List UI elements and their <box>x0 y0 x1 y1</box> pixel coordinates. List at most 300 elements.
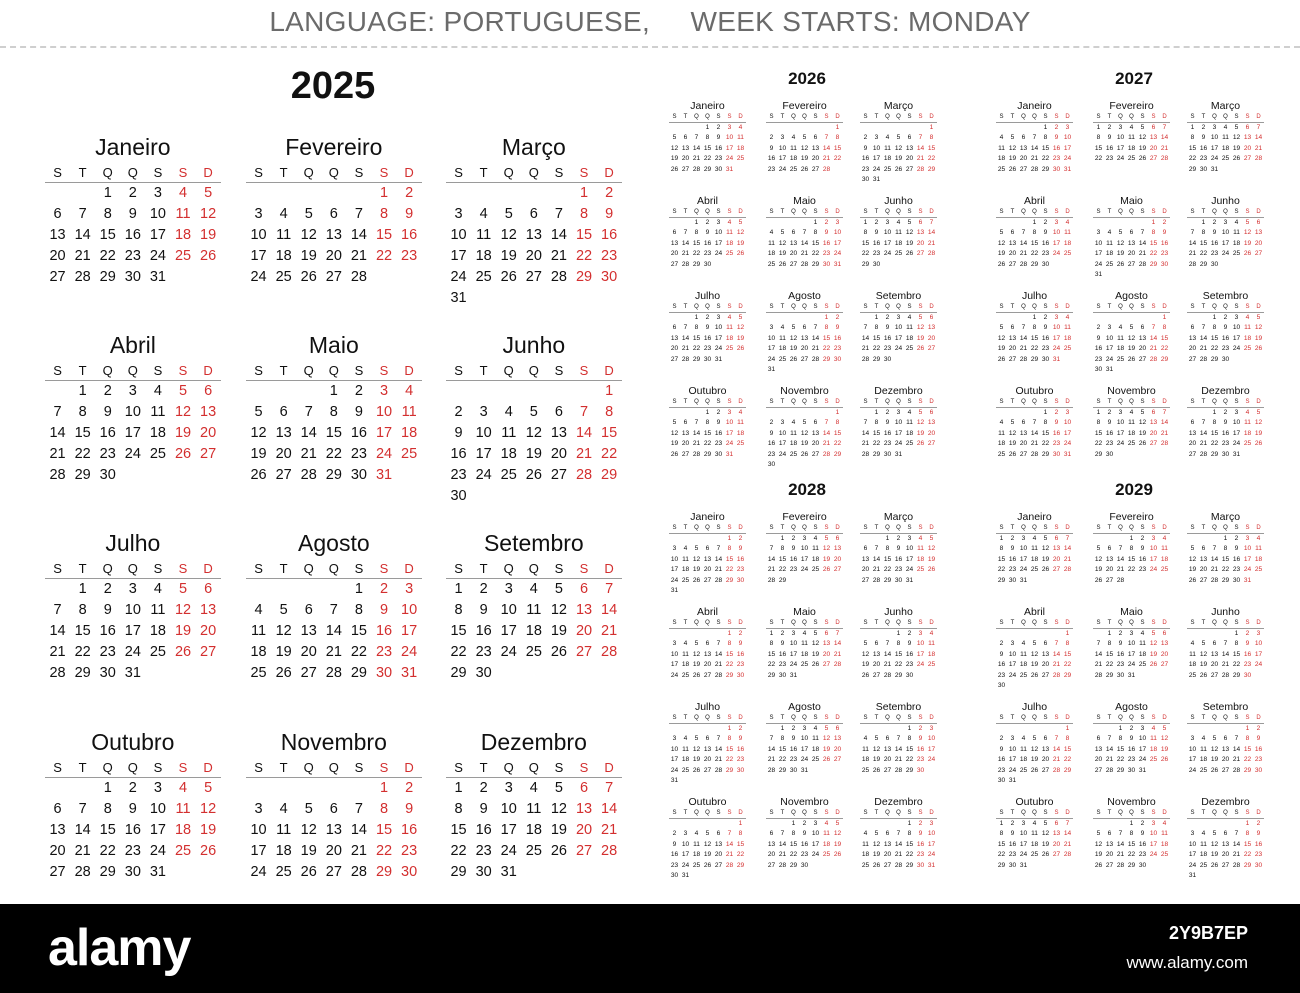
day-cell: 21 <box>714 566 723 574</box>
day-cell: 2 <box>1223 314 1228 321</box>
day-cell <box>810 671 821 681</box>
week-row <box>1093 123 1170 133</box>
day-cell: 15 <box>997 840 1006 848</box>
day-cell: 22 <box>1210 440 1219 448</box>
day-cell: 26 <box>1254 345 1263 353</box>
week-row <box>1093 724 1170 734</box>
day-cell: 23 <box>703 250 712 258</box>
day-cell <box>904 450 915 460</box>
week-row <box>1093 734 1170 744</box>
day-cell: 9 <box>791 735 796 743</box>
day-cell <box>1062 576 1073 586</box>
day-cell: 17 <box>1019 840 1028 848</box>
day-cell: 3 <box>1118 124 1123 131</box>
weekday-label: S <box>716 620 721 626</box>
day-cell: 11 <box>1200 745 1207 753</box>
day-cell: 8 <box>454 801 463 817</box>
day-cell: 17 <box>789 650 798 658</box>
week-row <box>45 183 221 204</box>
week-row <box>1187 829 1264 839</box>
day-cell: 25 <box>736 440 745 448</box>
day-cell: 10 <box>789 640 798 648</box>
day-cell: 7 <box>1190 229 1195 237</box>
weekday-label: Q <box>1118 399 1123 405</box>
weekday-label: S <box>1234 525 1239 531</box>
weekday-label: D <box>203 363 213 378</box>
weekday-label: Q <box>791 620 796 626</box>
day-cell: 2 <box>1201 124 1206 131</box>
week-row <box>1187 639 1264 649</box>
day-cell: 25 <box>778 355 787 363</box>
weekday-label: D <box>404 363 414 378</box>
day-cell <box>691 629 702 639</box>
day-cell: 9 <box>1107 134 1112 142</box>
day-cell: 12 <box>1188 555 1197 563</box>
day-cell: 28 <box>811 355 820 363</box>
month-2028-5 <box>766 606 843 681</box>
day-cell <box>1198 871 1209 881</box>
day-cell: 9 <box>1054 134 1059 142</box>
day-cell: 14 <box>681 334 690 342</box>
day-cell: 24 <box>1243 566 1252 574</box>
day-cell: 4 <box>907 409 912 416</box>
weekday-label: T <box>780 620 785 626</box>
day-cell: 29 <box>789 861 798 869</box>
day-cell: 9 <box>1054 419 1059 427</box>
day-cell: 28 <box>833 661 842 669</box>
week-row <box>45 381 221 402</box>
day-cell: 30 <box>1221 450 1230 458</box>
day-cell: 25 <box>500 467 517 483</box>
day-cell: 28 <box>1105 766 1114 774</box>
day-cell <box>246 381 271 402</box>
day-cell: 26 <box>811 661 820 669</box>
day-cell: 12 <box>300 227 317 243</box>
day-cell: 4 <box>918 535 923 542</box>
day-cell: 18 <box>475 248 492 264</box>
week-row <box>860 249 937 259</box>
weekday-label: Q <box>885 715 890 721</box>
day-cell: 11 <box>1020 745 1027 753</box>
day-cell: 16 <box>736 555 745 563</box>
week-row <box>45 423 221 444</box>
day-cell: 4 <box>791 419 796 427</box>
day-cell: 11 <box>682 650 689 658</box>
day-cell: 18 <box>1127 144 1136 152</box>
week-row <box>446 267 622 288</box>
day-cell: 8 <box>885 545 890 553</box>
day-cell: 18 <box>1030 840 1039 848</box>
day-cell: 3 <box>672 735 677 743</box>
weekday-label: S <box>769 304 774 310</box>
day-cell: 14 <box>822 144 831 152</box>
day-cell: 26 <box>200 248 217 264</box>
day-cell: 6 <box>907 134 912 142</box>
day-cell: 16 <box>1254 745 1263 753</box>
day-cell: 11 <box>476 227 492 243</box>
day-cell: 19 <box>833 840 842 848</box>
day-cell: 2 <box>1162 219 1167 226</box>
day-cell: 31 <box>927 861 936 869</box>
weekday-label: S <box>1096 399 1101 405</box>
week-row <box>766 133 843 143</box>
day-cell <box>471 288 496 309</box>
day-cell: 8 <box>727 640 732 648</box>
day-cell: 13 <box>575 801 593 817</box>
day-cell: 9 <box>885 324 890 332</box>
week-row <box>996 418 1073 428</box>
week-row <box>1187 871 1264 881</box>
day-cell <box>496 183 521 204</box>
week-row <box>860 629 937 639</box>
day-cell: 22 <box>833 440 842 448</box>
day-cell: 3 <box>1021 535 1026 542</box>
day-cell: 24 <box>1116 155 1125 163</box>
day-cell: 5 <box>1010 134 1015 142</box>
weekday-label: T <box>78 760 87 775</box>
day-cell: 3 <box>802 725 807 732</box>
day-cell: 1 <box>999 535 1004 542</box>
week-row <box>860 418 937 428</box>
day-cell <box>496 486 521 507</box>
day-cell: 20 <box>1138 345 1147 353</box>
day-cell: 6 <box>304 602 313 618</box>
month-2028-10 <box>669 796 746 881</box>
day-cell: 9 <box>128 206 137 222</box>
day-cell: 30 <box>883 450 892 458</box>
day-cell: 1 <box>1118 725 1123 732</box>
day-cell: 6 <box>1054 535 1059 542</box>
day-cell: 12 <box>736 229 745 237</box>
month-name: Março <box>501 134 566 160</box>
day-cell: 2 <box>379 581 389 597</box>
day-cell: 26 <box>1210 766 1219 774</box>
day-cell: 9 <box>1140 545 1145 553</box>
week-row <box>669 218 746 228</box>
day-cell <box>669 629 680 639</box>
month-2029-5 <box>1093 606 1170 681</box>
day-cell: 5 <box>918 314 923 321</box>
day-cell <box>1209 629 1220 639</box>
month-name: Setembro <box>1202 290 1249 302</box>
day-cell: 5 <box>694 640 699 648</box>
weekday-label: Q <box>802 114 807 120</box>
day-cell <box>777 819 788 829</box>
day-cell: 15 <box>601 425 618 441</box>
day-cell <box>1093 819 1104 829</box>
day-cell <box>1137 270 1148 280</box>
week-row <box>766 460 843 470</box>
week-row <box>996 165 1073 175</box>
month-2027-7 <box>996 290 1073 365</box>
day-cell: 30 <box>1008 861 1017 869</box>
day-cell: 29 <box>1030 260 1039 268</box>
day-cell <box>1231 355 1242 365</box>
day-cell: 23 <box>883 345 892 353</box>
day-cell <box>45 778 70 799</box>
day-cell: 16 <box>401 227 418 243</box>
weekday-label: Q <box>705 715 710 721</box>
day-cell: 30 <box>1052 450 1061 458</box>
weekday-label: S <box>918 620 923 626</box>
weekday-label: D <box>604 165 614 180</box>
day-cell: 14 <box>894 745 903 753</box>
day-cell: 3 <box>780 134 785 142</box>
week-row <box>1093 239 1170 249</box>
day-cell: 25 <box>1221 155 1230 163</box>
week-row <box>766 819 843 829</box>
day-cell: 3 <box>153 780 162 796</box>
day-cell: 19 <box>1008 440 1017 448</box>
day-cell: 15 <box>1127 840 1136 848</box>
day-cell: 30 <box>1127 766 1136 774</box>
month-name: Março <box>883 511 914 523</box>
month-name: Janeiro <box>690 511 725 523</box>
weekday-label: S <box>769 399 774 405</box>
day-cell: 12 <box>1199 650 1208 658</box>
day-cell: 7 <box>769 545 774 553</box>
day-cell: 11 <box>862 745 869 753</box>
week-row <box>996 776 1073 786</box>
weekday-label: T <box>780 114 785 120</box>
day-cell: 27 <box>861 576 870 584</box>
day-cell: 11 <box>1117 334 1124 342</box>
day-cell <box>1115 819 1126 829</box>
day-cell: 14 <box>1254 134 1263 142</box>
day-cell: 24 <box>927 851 936 859</box>
month-name: Novembro <box>280 729 387 755</box>
day-cell: 10 <box>1232 324 1241 332</box>
day-cell: 16 <box>703 334 712 342</box>
day-cell <box>669 408 680 418</box>
day-cell: 30 <box>703 260 712 268</box>
day-cell <box>735 450 746 460</box>
day-cell: 4 <box>1140 630 1145 637</box>
day-cell <box>893 724 904 734</box>
weekday-header <box>1093 398 1170 408</box>
day-cell: 17 <box>1008 756 1017 764</box>
day-cell: 29 <box>99 864 116 880</box>
day-cell: 4 <box>153 581 162 597</box>
day-cell: 5 <box>824 725 829 732</box>
day-cell: 26 <box>703 861 712 869</box>
weekday-label: D <box>1162 114 1167 120</box>
weekday-header <box>669 113 746 123</box>
day-cell: 16 <box>778 650 787 658</box>
day-cell: 14 <box>1105 745 1114 753</box>
day-cell: 23 <box>1210 250 1219 258</box>
day-cell <box>1220 260 1231 270</box>
day-cell <box>571 663 596 684</box>
day-cell: 25 <box>811 756 820 764</box>
weekday-label: T <box>1010 810 1015 816</box>
day-cell <box>1253 260 1264 270</box>
day-cell <box>777 365 788 375</box>
day-cell <box>1231 819 1242 829</box>
day-cell: 11 <box>1128 134 1135 142</box>
day-cell: 19 <box>174 623 192 639</box>
day-cell: 19 <box>778 250 787 258</box>
weekday-label: T <box>1010 399 1015 405</box>
day-cell: 30 <box>1008 576 1017 584</box>
day-cell: 20 <box>670 345 679 353</box>
day-cell: 30 <box>822 260 831 268</box>
weekday-label: S <box>454 561 463 576</box>
weekday-label: S <box>716 399 721 405</box>
month-2029-12 <box>1187 796 1264 881</box>
day-cell: 7 <box>1032 419 1037 427</box>
day-cell: 2 <box>479 581 488 597</box>
day-cell: 17 <box>1210 144 1219 152</box>
day-cell: 22 <box>1232 661 1241 669</box>
day-cell <box>702 586 713 596</box>
day-cell: 26 <box>1041 851 1050 859</box>
day-cell: 28 <box>927 250 936 258</box>
month-name: Agosto <box>788 290 821 302</box>
day-cell: 25 <box>767 260 776 268</box>
weekday-header <box>446 758 622 778</box>
day-cell: 26 <box>872 861 881 869</box>
day-cell: 30 <box>1160 260 1169 268</box>
week-row <box>669 123 746 133</box>
day-cell: 26 <box>174 446 192 462</box>
day-cell: 30 <box>872 260 881 268</box>
day-cell: 22 <box>99 843 116 859</box>
day-cell: 7 <box>1201 419 1206 427</box>
day-cell: 17 <box>1008 661 1017 669</box>
weekday-label: D <box>835 209 840 215</box>
day-cell: 23 <box>736 756 745 764</box>
day-cell: 16 <box>916 840 925 848</box>
day-cell: 2 <box>1010 535 1015 542</box>
day-cell: 11 <box>812 545 819 553</box>
day-cell: 7 <box>354 206 363 222</box>
day-cell: 21 <box>725 851 734 859</box>
weekday-label: D <box>929 810 934 816</box>
day-cell: 19 <box>789 345 798 353</box>
day-cell: 26 <box>997 260 1006 268</box>
day-cell: 8 <box>813 229 818 237</box>
day-cell: 27 <box>1008 355 1017 363</box>
day-cell: 13 <box>1008 239 1017 247</box>
weekday-label: D <box>929 715 934 721</box>
day-cell <box>860 123 871 133</box>
day-cell: 25 <box>789 165 798 173</box>
day-cell <box>1126 450 1137 460</box>
day-cell: 19 <box>200 822 217 838</box>
day-cell: 24 <box>1063 440 1072 448</box>
weekday-label: S <box>1190 715 1195 721</box>
day-cell: 2 <box>791 535 796 542</box>
day-cell <box>546 288 571 309</box>
weekday-label: S <box>1151 304 1156 310</box>
week-row <box>1187 239 1264 249</box>
day-cell: 28 <box>350 269 367 285</box>
day-cell: 5 <box>1140 124 1145 131</box>
weekday-label: T <box>78 561 87 576</box>
day-cell: 26 <box>1094 861 1103 869</box>
day-cell <box>871 724 882 734</box>
weekday-header <box>766 208 843 218</box>
week-row <box>1187 154 1264 164</box>
day-cell: 18 <box>927 650 936 658</box>
day-cell: 15 <box>789 840 798 848</box>
weekday-label: S <box>1043 399 1048 405</box>
day-cell: 13 <box>325 822 342 838</box>
day-cell <box>597 486 622 507</box>
day-cell: 21 <box>350 248 367 264</box>
weekday-header <box>860 303 937 313</box>
day-cell: 8 <box>874 419 879 427</box>
day-cell: 9 <box>1234 545 1239 553</box>
day-cell <box>1159 365 1170 375</box>
day-cell: 15 <box>778 555 787 563</box>
week-row <box>766 355 843 365</box>
day-cell: 8 <box>354 602 363 618</box>
weekday-label: D <box>929 114 934 120</box>
weekday-label: D <box>835 114 840 120</box>
day-cell: 12 <box>692 555 701 563</box>
day-cell: 27 <box>550 467 567 483</box>
day-cell: 10 <box>1254 640 1263 648</box>
day-cell: 27 <box>872 671 881 679</box>
day-cell: 1 <box>1129 820 1134 827</box>
weekday-label: Q <box>1032 810 1037 816</box>
day-cell: 13 <box>861 555 870 563</box>
weekday-header <box>996 303 1073 313</box>
day-cell: 27 <box>916 250 925 258</box>
day-cell <box>821 123 832 133</box>
day-cell: 28 <box>861 450 870 458</box>
week-row <box>1187 544 1264 554</box>
weekday-label: S <box>1054 304 1059 310</box>
day-cell: 12 <box>789 334 798 342</box>
day-cell: 5 <box>1096 545 1101 553</box>
weekday-header <box>1187 208 1264 218</box>
weekday-label: S <box>1054 810 1059 816</box>
weekday-label: D <box>929 620 934 626</box>
day-cell: 21 <box>916 155 925 163</box>
day-cell: 30 <box>916 861 925 869</box>
day-cell: 24 <box>905 566 914 574</box>
day-cell: 30 <box>1041 355 1050 363</box>
month-2027-6 <box>1187 195 1264 270</box>
day-cell: 14 <box>601 801 618 817</box>
weekday-header <box>860 714 937 724</box>
day-cell: 25 <box>822 851 831 859</box>
day-cell: 1 <box>738 820 743 827</box>
week-row <box>246 204 422 225</box>
day-cell: 24 <box>1221 250 1230 258</box>
day-cell: 12 <box>200 801 217 817</box>
weekday-label: T <box>780 209 785 215</box>
day-cell: 16 <box>894 555 903 563</box>
day-cell <box>45 381 70 402</box>
day-cell: 13 <box>550 425 567 441</box>
day-cell: 5 <box>504 206 513 222</box>
day-cell: 16 <box>714 144 723 152</box>
day-cell: 19 <box>1254 334 1263 342</box>
month-2025-5 <box>246 330 422 486</box>
day-cell: 11 <box>1161 545 1168 553</box>
day-cell: 12 <box>275 623 292 639</box>
day-cell: 3 <box>1140 725 1145 732</box>
day-cell: 25 <box>1030 851 1039 859</box>
week-row <box>446 204 622 225</box>
day-cell: 21 <box>1063 555 1072 563</box>
day-cell: 6 <box>579 780 589 796</box>
day-cell: 11 <box>790 429 797 437</box>
